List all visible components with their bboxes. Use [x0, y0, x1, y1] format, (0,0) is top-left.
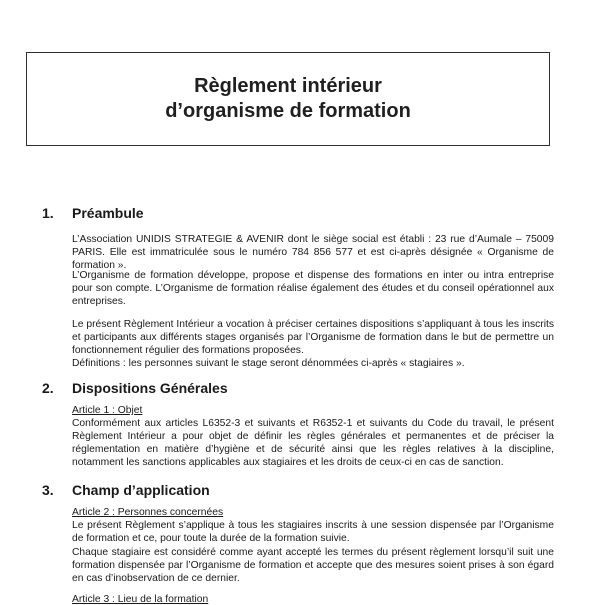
preambule-paragraph-4: Définitions : les personnes suivant le stage seront dénommées ci-après « stagiaires ».	[72, 358, 465, 369]
article-1-heading: Article 1 : Objet	[72, 405, 143, 416]
preambule-paragraph-1: L’Association UNIDIS STRATEGIE & AVENIR dont le siège social est établi : 23 rue d’Aumale – 75009 PARIS. Elle est immatriculée sous le numéro 784 856 577 et est ci-après désignée « Organisme de formation ».	[72, 234, 554, 271]
article-3-heading: Article 3 : Lieu de la formation	[72, 594, 209, 605]
title-line-2: d’organisme de formation	[165, 100, 411, 122]
section-1-number: 1.	[42, 205, 54, 221]
article-2-paragraph-2: Chaque stagiaire est considéré comme ayant accepté les termes du présent règlement lorsqu’il suit une formation dispensée par l’Organisme de formation et accepte que des mesures soient prises à son égard en cas d’inobservation de ce dernier.	[72, 547, 554, 584]
section-3-number: 3.	[42, 482, 54, 498]
article-2-paragraph-1: Le présent Règlement s’applique à tous les stagiaires inscrits à une session dispensée par l’Organisme de formation et ce, pour toute la durée de la formation suivie.	[72, 520, 554, 544]
section-1-title: Préambule	[72, 205, 144, 221]
article-2-heading: Article 2 : Personnes concernées	[72, 507, 224, 518]
article-1-paragraph: Conformément aux articles L6352-3 et suivants et R6352-1 et suivants du Code du travail, le présent Règlement Intérieur a pour objet de définir les règles générales et permanentes et de préciser la réglementation en matière d’hygiène et de sécurité ainsi que les règles relatives à la discipline, notamment les sanctions applicables aux stagiaires et les droits de ceux-ci en cas de sanction.	[72, 418, 554, 468]
section-3-title: Champ d’application	[72, 482, 210, 498]
title-line-1: Règlement intérieur	[194, 75, 382, 97]
section-2-number: 2.	[42, 380, 54, 396]
preambule-paragraph-2: L’Organisme de formation développe, propose et dispense des formations en inter ou intra entreprise pour son compte. L’Organisme de formation réalise également des études et du conseil opérationnel aux entreprises.	[72, 270, 554, 307]
preambule-paragraph-3: Le présent Règlement Intérieur a vocation à préciser certaines dispositions s’appliquant à tous les inscrits et participants aux différents stages organisés par l’Organisme de formation dans le but de permettre un fonctionnement régulier des formations proposées.	[72, 319, 554, 356]
document-title-box	[26, 52, 550, 146]
section-2-title: Dispositions Générales	[72, 380, 228, 396]
